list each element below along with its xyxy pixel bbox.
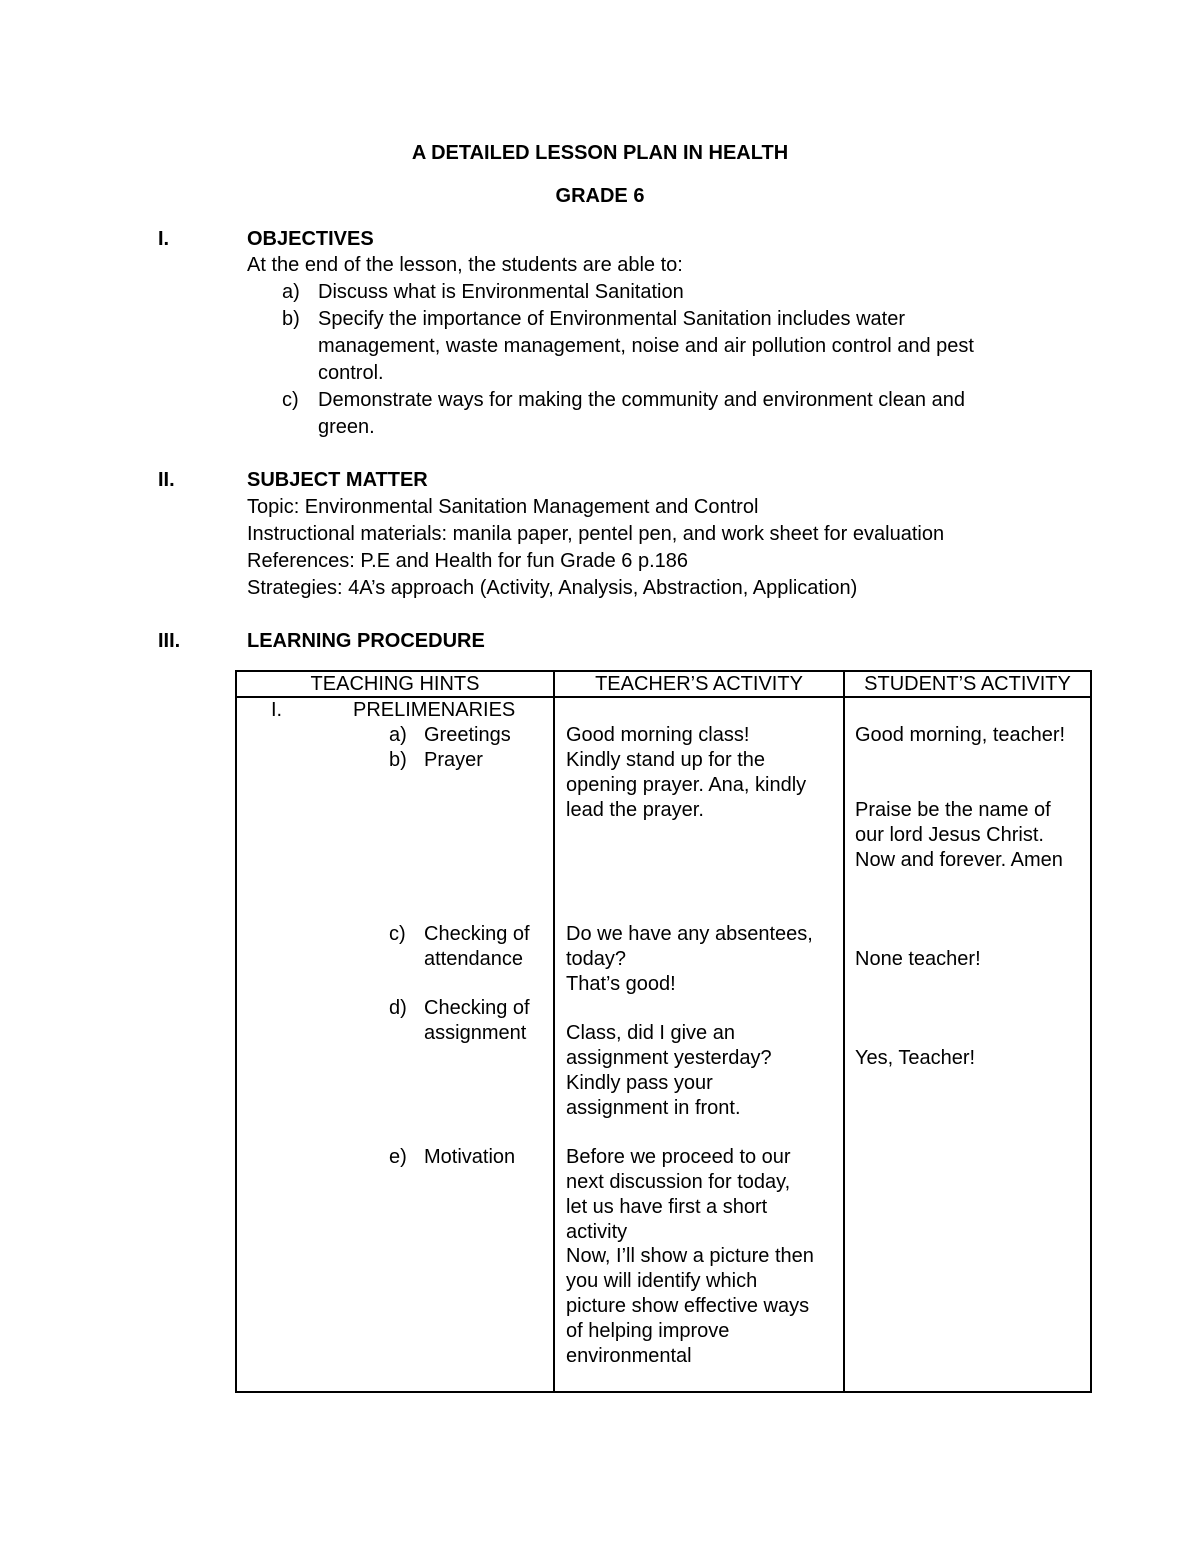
teacher-line: activity bbox=[566, 1221, 628, 1243]
teacher-line: let us have first a short bbox=[566, 1196, 768, 1218]
hint-letter: d) bbox=[389, 997, 407, 1019]
student-line: Praise be the name of bbox=[855, 799, 1051, 821]
objective-item bbox=[318, 306, 1078, 387]
teacher-line: Class, did I give an bbox=[566, 1022, 735, 1044]
teacher-line: today? bbox=[566, 948, 627, 970]
grade-label: GRADE 6 bbox=[555, 185, 645, 207]
prelim-label: PRELIMENARIES bbox=[353, 699, 516, 721]
student-line: Good morning, teacher! bbox=[855, 724, 1066, 746]
objective-line: control. bbox=[318, 362, 384, 384]
objective-item bbox=[318, 387, 1078, 441]
objective-line: Demonstrate ways for making the community and environment clean and bbox=[318, 389, 965, 411]
students-activity-cell bbox=[844, 697, 1091, 1392]
document-title: A DETAILED LESSON PLAN IN HEALTH bbox=[411, 142, 789, 164]
teacher-line: opening prayer. Ana, kindly bbox=[566, 774, 807, 796]
prelim-number: I. bbox=[271, 699, 283, 721]
objective-line: management, waste management, noise and air pollution control and pest bbox=[318, 335, 974, 357]
hint-assignment-line: assignment bbox=[424, 1022, 527, 1044]
section-heading-objectives: OBJECTIVES bbox=[247, 228, 374, 250]
hint-assignment-line: Checking of bbox=[424, 997, 530, 1019]
section-number-procedure: III. bbox=[158, 630, 181, 652]
hint-attendance-line: Checking of bbox=[424, 923, 530, 945]
objective-letter: a) bbox=[282, 281, 300, 303]
teacher-line: of helping improve bbox=[566, 1320, 730, 1342]
section-number-subject: II. bbox=[158, 469, 175, 491]
teacher-line: next discussion for today, bbox=[566, 1171, 791, 1193]
header-students-activity: STUDENT’S ACTIVITY bbox=[844, 671, 1091, 697]
teacher-line: you will identify which bbox=[566, 1270, 758, 1292]
objective-item bbox=[318, 279, 1078, 306]
teacher-line: That’s good! bbox=[566, 973, 676, 995]
student-line: our lord Jesus Christ. bbox=[855, 824, 1044, 846]
hint-attendance-line: attendance bbox=[424, 948, 523, 970]
teacher-line: Kindly stand up for the bbox=[566, 749, 766, 771]
subject-references: References: P.E and Health for fun Grade 6 p.186 bbox=[247, 550, 689, 572]
objective-letter: b) bbox=[282, 308, 300, 330]
objective-letter: c) bbox=[282, 389, 299, 411]
header-teachers-activity: TEACHER’S ACTIVITY bbox=[554, 671, 844, 697]
teachers-activity-cell bbox=[554, 697, 844, 1392]
teacher-line: Do we have any absentees, bbox=[566, 923, 813, 945]
hint-letter: b) bbox=[389, 749, 407, 771]
teacher-line: assignment in front. bbox=[566, 1097, 741, 1119]
teacher-line: lead the prayer. bbox=[566, 799, 704, 821]
hint-greetings: Greetings bbox=[424, 724, 511, 746]
subject-strategies: Strategies: 4A’s approach (Activity, Analysis, Abstraction, Application) bbox=[247, 577, 858, 599]
student-line: Yes, Teacher! bbox=[855, 1047, 976, 1069]
hint-letter: a) bbox=[389, 724, 407, 746]
student-line: None teacher! bbox=[855, 948, 981, 970]
learning-procedure-table bbox=[235, 670, 1092, 1393]
teacher-line: Kindly pass your bbox=[566, 1072, 713, 1094]
section-number-objectives: I. bbox=[158, 228, 170, 250]
objective-line: green. bbox=[318, 416, 375, 438]
objective-line: Discuss what is Environmental Sanitation bbox=[318, 281, 684, 303]
section-heading-subject: SUBJECT MATTER bbox=[247, 469, 428, 491]
hint-letter: c) bbox=[389, 923, 406, 945]
hint-motivation: Motivation bbox=[424, 1146, 516, 1168]
hint-prayer: Prayer bbox=[424, 749, 483, 771]
teaching-hints-cell bbox=[236, 697, 554, 1392]
hint-letter: e) bbox=[389, 1146, 407, 1168]
student-line: Now and forever. Amen bbox=[855, 849, 1063, 871]
teacher-line: Good morning class! bbox=[566, 724, 750, 746]
header-teaching-hints: TEACHING HINTS bbox=[236, 671, 554, 697]
table-header-row bbox=[236, 671, 1091, 697]
teacher-line: Before we proceed to our bbox=[566, 1146, 791, 1168]
teacher-line: assignment yesterday? bbox=[566, 1047, 772, 1069]
subject-topic: Topic: Environmental Sanitation Management and Control bbox=[247, 496, 759, 518]
objectives-intro: At the end of the lesson, the students are able to: bbox=[247, 254, 683, 276]
teacher-line: Now, I’ll show a picture then bbox=[566, 1245, 814, 1267]
table-row bbox=[236, 697, 1091, 1392]
section-heading-procedure: LEARNING PROCEDURE bbox=[247, 630, 485, 652]
teacher-line: picture show effective ways bbox=[566, 1295, 810, 1317]
subject-materials: Instructional materials: manila paper, pentel pen, and work sheet for evaluation bbox=[247, 523, 945, 545]
objective-line: Specify the importance of Environmental Sanitation includes water bbox=[318, 308, 905, 330]
teacher-line: environmental bbox=[566, 1345, 692, 1367]
